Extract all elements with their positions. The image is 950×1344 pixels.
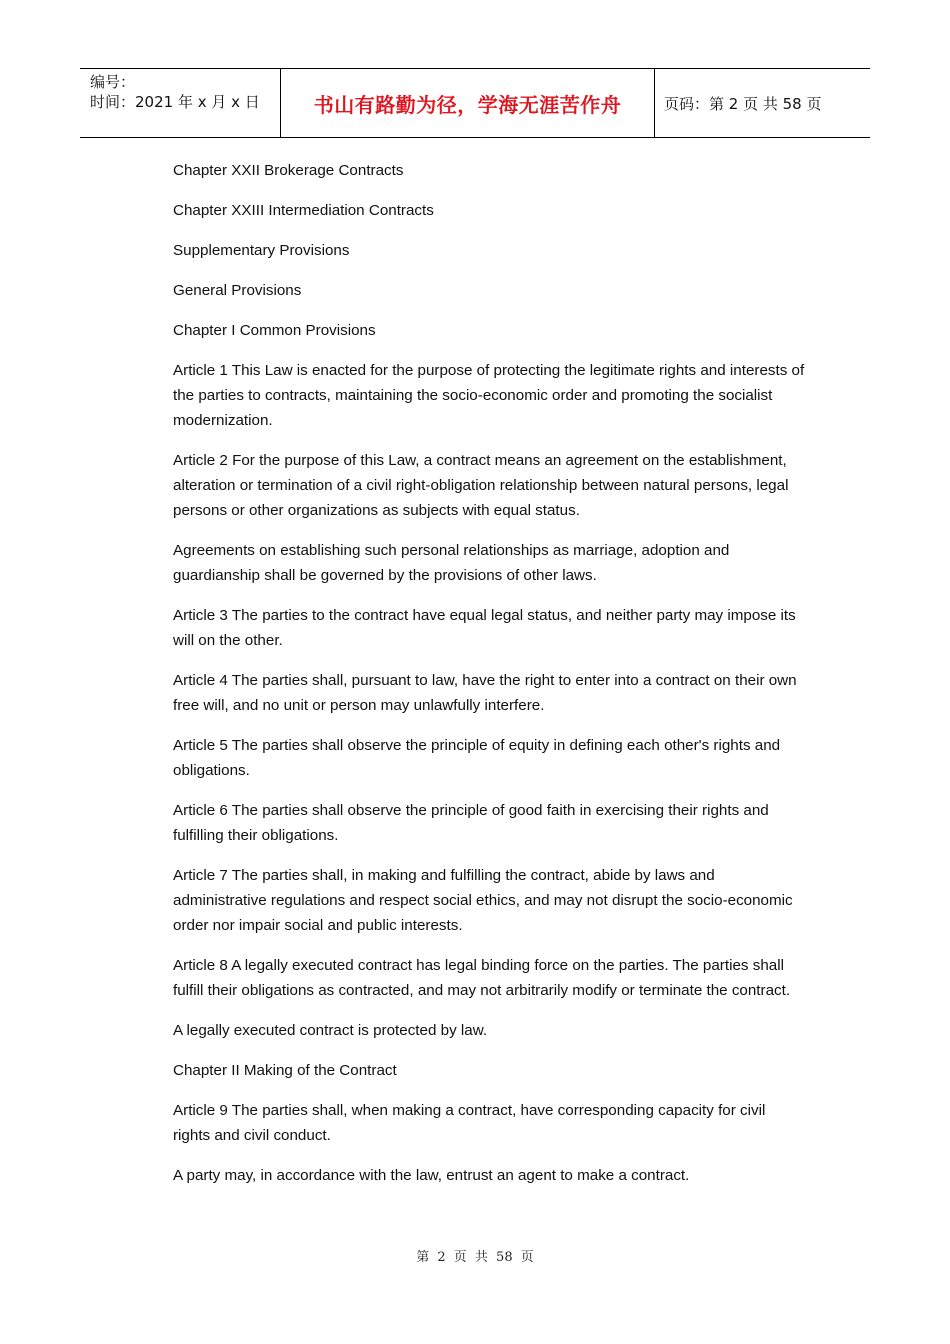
paragraph: Article 8 A legally executed contract has legal binding force on the parties. The parties shall fulfill their obligations as contracted, and may not arbitrarily modify or terminate the contract. — [173, 957, 791, 999]
paragraph: Agreements on establishing such personal relationships as marriage, adoption and guardianship shall be governed by the provisions of other laws. — [173, 542, 730, 584]
paragraph: Chapter XXIII Intermediation Contracts — [173, 202, 434, 219]
header-page-info: 页码：第 2 页 共 58 页 — [664, 94, 822, 113]
page-footer: 第 2 页 共 58 页 — [416, 1250, 534, 1265]
paragraph: A legally executed contract is protected by law. — [173, 1022, 488, 1039]
paragraph: Article 1 This Law is enacted for the purpose of protecting the legitimate rights and interests of the parties to contracts, maintaining the socio-economic order and promoting the socialist modernization. — [173, 362, 805, 429]
paragraph: Article 7 The parties shall, in making and fulfilling the contract, abide by laws and administrative regulations and respect social ethics, and may not disrupt the socio-economic order nor impair social and public interests. — [173, 867, 793, 934]
paragraph: General Provisions — [173, 282, 302, 299]
document-number-label: 编号： — [90, 73, 136, 91]
document-date-label: 时间：2021 年 x 月 x 日 — [90, 93, 260, 111]
header-motto: 书山有路勤为径，学海无涯苦作舟 — [281, 69, 655, 137]
paragraph: Article 3 The parties to the contract have equal legal status, and neither party may impose its will on the other. — [173, 607, 796, 649]
header-left-cell — [80, 69, 281, 137]
paragraph: Chapter I Common Provisions — [173, 322, 376, 339]
document-body — [173, 158, 805, 1203]
paragraph: Article 5 The parties shall observe the principle of equity in defining each other's rights and obligations. — [173, 737, 781, 779]
paragraph: Chapter II Making of the Contract — [173, 1062, 397, 1079]
paragraph: Chapter XXII Brokerage Contracts — [173, 162, 404, 179]
paragraph: A party may, in accordance with the law, entrust an agent to make a contract. — [173, 1167, 690, 1184]
paragraph: Article 4 The parties shall, pursuant to law, have the right to enter into a contract on their own free will, and no unit or person may unlawfully interfere. — [173, 672, 797, 714]
paragraph: Article 6 The parties shall observe the principle of good faith in exercising their rights and fulfilling their obligations. — [173, 802, 769, 844]
paragraph: Supplementary Provisions — [173, 242, 350, 259]
paragraph: Article 9 The parties shall, when making a contract, have corresponding capacity for civil rights and civil conduct. — [173, 1102, 766, 1144]
paragraph: Article 2 For the purpose of this Law, a contract means an agreement on the establishment, alteration or termination of a civil right-obligation relationship between natural persons, legal persons or other organizations as subjects with equal status. — [173, 452, 789, 519]
page-header — [80, 68, 870, 138]
